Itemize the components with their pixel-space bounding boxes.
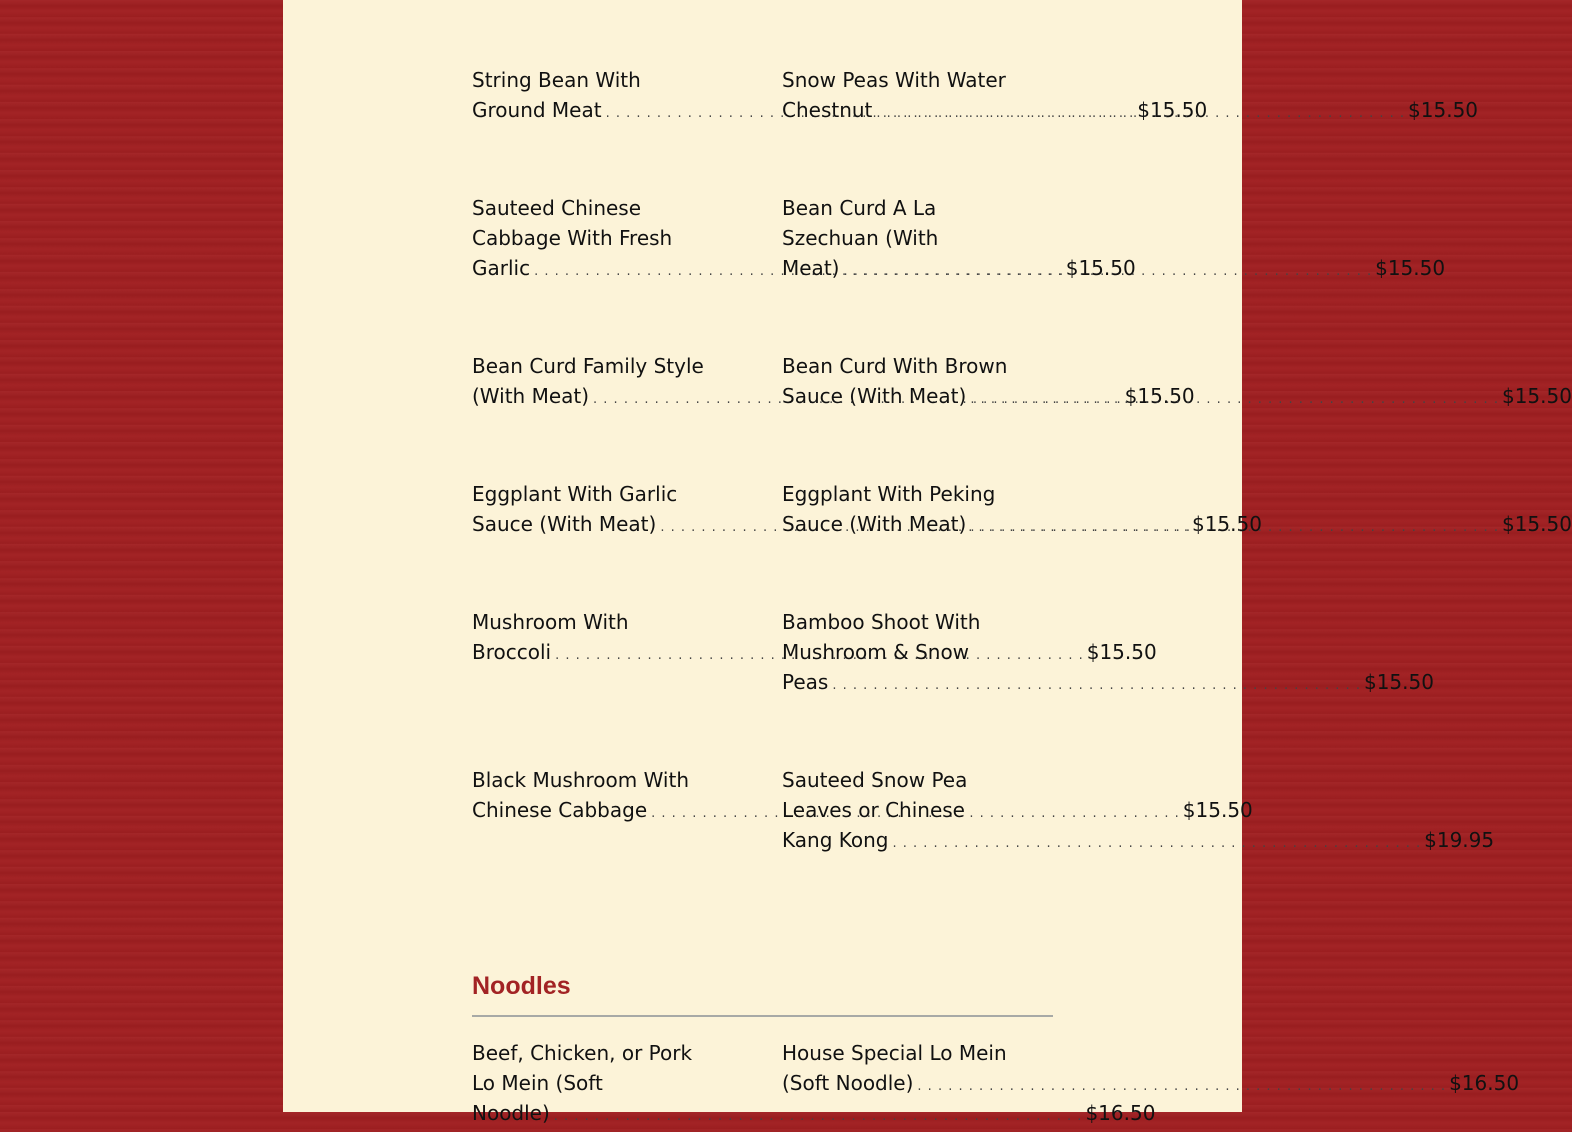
- dot-leader: [892, 829, 1421, 859]
- dot-leader: [843, 257, 1372, 287]
- item-name-line: Noodle): [472, 1101, 550, 1125]
- item-price: $15.50: [1182, 798, 1253, 822]
- item-name-line: House Special Lo Mein: [782, 1041, 1007, 1065]
- item-name-line: Sauce (With Meat): [782, 384, 967, 408]
- item-name-line: Chestnut: [782, 98, 873, 122]
- item-name-line: String Bean With: [472, 68, 641, 92]
- item-name-line: Lo Mein (Soft: [472, 1071, 603, 1095]
- item-name-line: (Soft Noodle): [782, 1071, 914, 1095]
- item-price: $15.50: [1086, 640, 1157, 664]
- item-name-line: Beef, Chicken, or Pork: [472, 1041, 693, 1065]
- dot-leader: [970, 385, 1499, 415]
- dot-leader: [554, 1102, 1083, 1132]
- item-name-line: (With Meat): [472, 384, 590, 408]
- item-name-line: Chinese Cabbage: [472, 798, 648, 822]
- menu-item: [782, 351, 1572, 415]
- item-name-line: Ground Meat: [472, 98, 602, 122]
- item-name-line: Kang Kong: [782, 828, 889, 852]
- menu-item: [782, 607, 1434, 701]
- item-price: $15.50: [1137, 98, 1208, 122]
- dot-leader: [917, 1072, 1446, 1102]
- dot-leader: [970, 513, 1499, 543]
- item-name-line: Mushroom & Snow: [782, 640, 970, 664]
- item-name-line: Bamboo Shoot With: [782, 610, 981, 634]
- item-name-line: Eggplant With Garlic: [472, 482, 678, 506]
- item-name-line: Peas: [782, 670, 829, 694]
- item-price: $15.50: [1065, 256, 1136, 280]
- item-name-line: Sauce (With Meat): [472, 512, 657, 536]
- item-price: $16.50: [1449, 1071, 1520, 1095]
- item-name-line: Sauce (With Meat): [782, 512, 967, 536]
- menu-item: [782, 1038, 1520, 1102]
- item-name-line: Bean Curd A La: [782, 196, 937, 220]
- item-name-line: Black Mushroom With: [472, 768, 690, 792]
- item-name-line: Bean Curd Family Style: [472, 354, 704, 378]
- item-name-line: Broccoli: [472, 640, 552, 664]
- menu-item: [782, 193, 1446, 287]
- item-price: $15.50: [1124, 384, 1195, 408]
- item-name-line: Eggplant With Peking: [782, 482, 996, 506]
- item-name-line: Sauteed Chinese: [472, 196, 642, 220]
- section-title-noodles: Noodles: [472, 972, 571, 1000]
- item-name-line: Cabbage With Fresh: [472, 226, 673, 250]
- item-name-line: Garlic: [472, 256, 531, 280]
- item-price: $15.50: [1501, 384, 1572, 408]
- item-price: $15.50: [1501, 512, 1572, 536]
- dot-leader: [832, 671, 1361, 701]
- dot-leader: [876, 99, 1405, 129]
- item-name-line: Mushroom With: [472, 610, 629, 634]
- menu-item: [782, 65, 1479, 129]
- item-name-line: Szechuan (With: [782, 226, 939, 250]
- item-price: $16.50: [1085, 1101, 1156, 1125]
- item-name-line: Leaves or Chinese: [782, 798, 965, 822]
- item-price: $15.50: [1375, 256, 1446, 280]
- section-divider: [472, 1015, 1053, 1017]
- item-price: $15.50: [1363, 670, 1434, 694]
- item-price: $15.50: [1191, 512, 1262, 536]
- menu-item: [782, 479, 1572, 543]
- item-name-line: Meat): [782, 256, 840, 280]
- item-name-line: Sauteed Snow Pea: [782, 768, 968, 792]
- item-name-line: Bean Curd With Brown: [782, 354, 1008, 378]
- item-name-line: Snow Peas With Water: [782, 68, 1006, 92]
- item-price: $19.95: [1424, 828, 1495, 852]
- item-price: $15.50: [1408, 98, 1479, 122]
